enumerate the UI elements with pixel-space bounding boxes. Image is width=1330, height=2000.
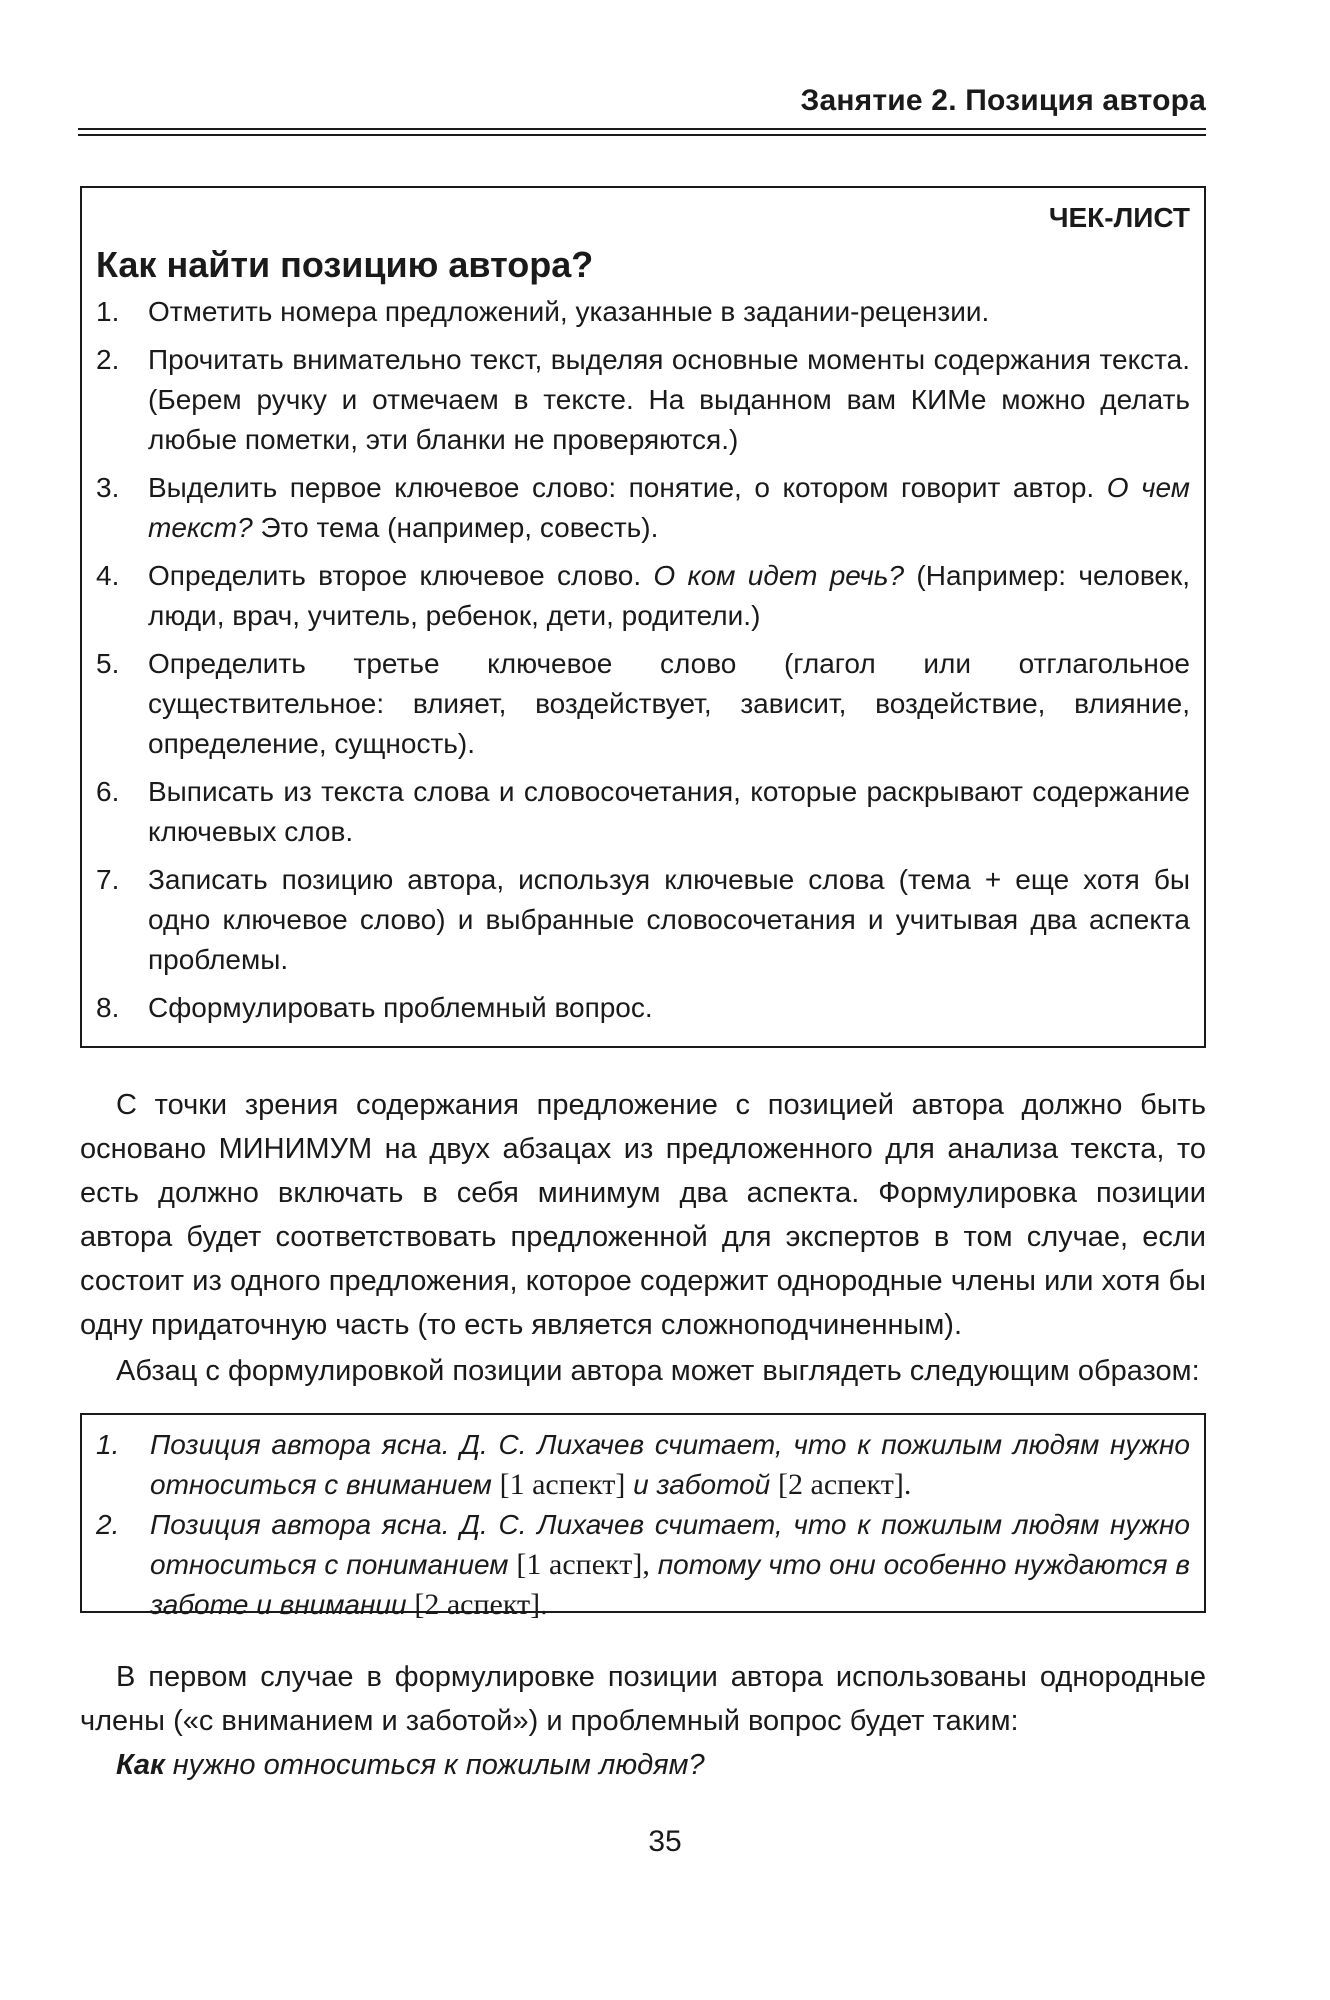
item-text-tail: Это тема (например, совесть). <box>252 512 659 543</box>
checklist-item <box>96 644 1190 764</box>
item-text-tail: (Например: человек, люди, врач, учитель, ребенок, дети, родители.) <box>148 560 1191 631</box>
example-number: 1. <box>96 1429 120 1460</box>
example-item <box>96 1425 1190 1505</box>
item-number: 5. <box>96 648 120 679</box>
item-text: Выписать из текста слова и словосочетания, которые раскрывают содержание ключевых слов. <box>148 776 1190 847</box>
example-text: потому что они особенно нуждаются в заботе и внимании <box>150 1549 1190 1620</box>
problem-question <box>80 1743 1206 1787</box>
question-bold-word: Как <box>116 1749 165 1781</box>
aspect-marker: [1 аспект] <box>499 1468 626 1501</box>
example-text: Позиция автора ясна. Д. С. Лихачев считает, что к пожилым людям нужно относиться с вниманием <box>150 1429 1190 1500</box>
item-number: 2. <box>96 344 120 375</box>
checklist-item <box>96 772 1190 852</box>
body-paragraph: В первом случае в формулировке позиции автора использованы однородные члены («с вниманием и заботой») и проблемный вопрос будет таким: <box>80 1661 1206 1737</box>
example-number: 2. <box>96 1509 120 1540</box>
body-paragraph: С точки зрения содержания предложение с позицией автора должно быть основано МИНИМУМ на двух абзацах из предложенного для анализа текста, то есть должно включать в себя минимум два аспекта. Формулировка позиции автора будет соответствовать предложенной для экспертов в том случае, если состоит из одного предложения, которое содержит однородные члены или хотя бы одну придаточную часть (то есть является сложноподчиненным). <box>80 1089 1206 1341</box>
item-text: Определить третье ключевое слово (глагол или отглагольное существительное: влияет, воздействует, зависит, воздействие, влияние, определение, сущность). <box>148 648 1190 759</box>
checklist-item <box>96 340 1190 460</box>
header-rule-top <box>78 128 1206 130</box>
item-text: Сформулировать проблемный вопрос. <box>148 992 653 1023</box>
item-number: 1. <box>96 296 120 327</box>
item-italic: О ком идет речь? <box>653 560 905 591</box>
question-text: нужно относиться к пожилым людям? <box>164 1749 705 1781</box>
item-number: 8. <box>96 992 120 1023</box>
example-text: Позиция автора ясна. Д. С. Лихачев считает, что к пожилым людям нужно относиться с пониманием <box>150 1509 1190 1580</box>
checklist-item <box>96 988 1190 1028</box>
examples-box <box>80 1413 1206 1621</box>
checklist-item <box>96 556 1190 636</box>
item-number: 3. <box>96 472 120 503</box>
checklist-item <box>96 468 1190 548</box>
aspect-marker: [2 аспект]. <box>778 1468 912 1501</box>
example-text: и заботой <box>625 1469 779 1500</box>
header-rule-bottom <box>78 134 1206 136</box>
body-paragraph: Абзац с формулировкой позиции автора может выглядеть следующим образом: <box>116 1355 1200 1387</box>
checklist-title: Как найти позицию автора? <box>96 244 594 285</box>
item-text: Отметить номера предложений, указанные в задании-рецензии. <box>148 296 990 327</box>
checklist-box <box>80 186 1206 1048</box>
example-item <box>96 1505 1190 1625</box>
item-italic: О чем текст? <box>148 472 1190 543</box>
checklist-item <box>96 292 1190 332</box>
aspect-marker: [1 аспект], <box>516 1548 650 1581</box>
example-list <box>96 1425 1190 1625</box>
running-header: Занятие 2. Позиция автора <box>800 84 1206 117</box>
aspect-marker: [2 аспект]. <box>414 1588 548 1621</box>
checklist-item <box>96 860 1190 980</box>
checklist-items <box>96 292 1190 1036</box>
item-text: Записать позицию автора, используя ключевые слова (тема + еще хотя бы одно ключевое слово) и выбранные словосочетания и учитывая два аспекта проблемы. <box>148 864 1190 975</box>
item-number: 6. <box>96 776 120 807</box>
page-number: 35 <box>648 1825 682 1858</box>
item-number: 7. <box>96 864 120 895</box>
item-text: Прочитать внимательно текст, выделяя основные моменты содержания текста. (Берем ручку и отмечаем в тексте. На выданном вам КИМе можно делать любые пометки, эти бланки не проверяются.) <box>148 344 1190 455</box>
checklist-tag: ЧЕК-ЛИСТ <box>1048 202 1190 233</box>
item-number: 4. <box>96 560 120 591</box>
item-text: Определить второе ключевое слово. <box>148 560 654 591</box>
item-text: Выделить первое ключевое слово: понятие, о котором говорит автор. <box>148 472 1107 503</box>
